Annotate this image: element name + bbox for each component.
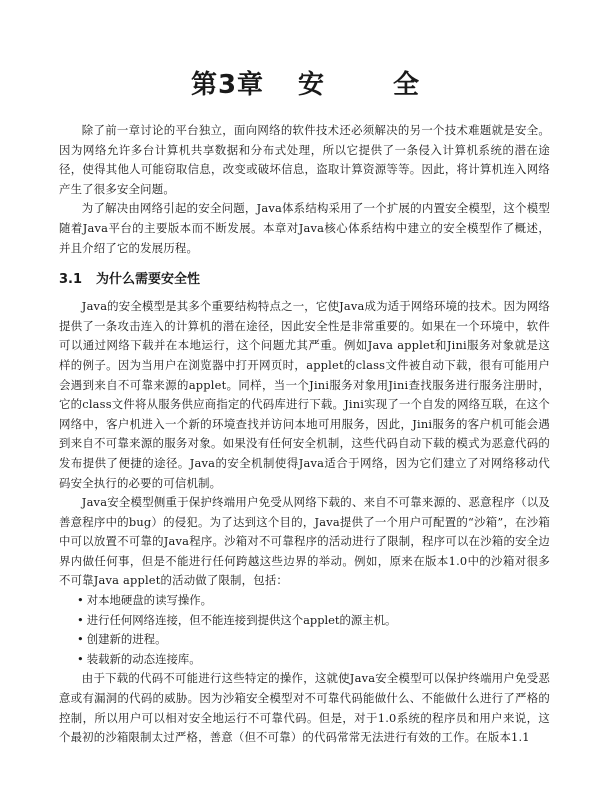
list-item bbox=[77, 650, 550, 670]
restriction-list bbox=[59, 591, 550, 669]
chapter-title-part1: 安 bbox=[298, 70, 326, 100]
list-item-text: 装载新的动态连接库。 bbox=[86, 651, 201, 666]
chapter-title-part2: 全 bbox=[393, 70, 421, 100]
section-paragraph: Java安全模型侧重于保护终端用户免受从网络下载的、来自不可靠来源的、恶意程序（以及善意程序中的bug）的侵犯。为了达到这个目的，Java提供了一个用户可配置的“沙箱”，在沙箱中可以放置不可靠的Java程序。沙箱对不可靠程序的活动进行了限制，程序可以在沙箱的安全边界内做任何事，但是不能进行任何跨越这些边界的举动。例如，原来在版本1.0中的沙箱对很多不可靠Java applet的活动做了限制，包括： bbox=[59, 495, 550, 588]
section-paragraph: Java的安全模型是其多个重要结构特点之一，它使Java成为适于网络环境的技术。因为网络提供了一条攻击连入的计算机的潜在途径，因此安全性是非常重要的。如果在一个环境中，软件可以通过网络下载并在本地运行，这个问题尤其严重。例如Java applet和Jini服务对象就是这样的例子。因为当用户在浏览器中打开网页时，applet的class文件被自动下载，很有可能用户会遇到来自不可靠来源的applet。同样，当一个Jini服务对象用Jini查找服务进行服务注册时，它的class文件将从服务供应商指定的代码库进行下载。Jini实现了一个自发的网络互联，在这个网络中，客户机进入一个新的环境查找并访问本地可用服务，因此，Jini服务的客户机可能会遇到来自不可靠来源的服务对象。如果没有任何安全机制，这些代码自动下载的模式为恶意代码的发布提供了便捷的途径。Java的安全机制使得Java适合于网络，因为它们建立了对网络移动代码安全执行的必要的可信机制。 bbox=[59, 299, 550, 490]
list-item-text: 进行任何网络连接，但不能连接到提供这个applet的源主机。 bbox=[86, 612, 397, 627]
list-item bbox=[77, 611, 550, 631]
section-heading bbox=[59, 270, 550, 290]
page-body bbox=[59, 121, 550, 748]
list-item-text: 对本地硬盘的读写操作。 bbox=[86, 593, 213, 608]
bullet-icon: • bbox=[77, 651, 84, 666]
bullet-icon: • bbox=[77, 612, 84, 627]
list-item bbox=[77, 591, 550, 611]
list-item bbox=[77, 630, 550, 650]
bullet-icon: • bbox=[77, 632, 84, 647]
intro-paragraph: 除了前一章讨论的平台独立，面向网络的软件技术还必须解决的另一个技术难题就是安全。因为网络允许多台计算机共享数据和分布式处理，所以它提供了一条侵入计算机系统的潜在途径，使得其他人可能窃取信息，改变或破坏信息，盗取计算资源等等。因此，将计算机连入网络产生了很多安全问题。 bbox=[59, 123, 550, 196]
bullet-icon: • bbox=[77, 593, 84, 608]
section-title: 为什么需要安全性 bbox=[96, 272, 201, 288]
chapter-number: 第3章 bbox=[190, 70, 265, 100]
closing-paragraph: 由于下载的代码不可能进行这些特定的操作，这就使Java安全模型可以保护终端用户免受恶意或有漏洞的代码的威胁。因为沙箱安全模型对不可靠代码能做什么、不能做什么进行了严格的控制，所以用户可以相对安全地运行不可靠代码。但是，对于1.0系统的程序员和用户来说，这个最初的沙箱限制太过严格，善意（但不可靠）的代码常常无法进行有效的工作。在版本1.1 bbox=[59, 671, 550, 745]
section-number: 3.1 bbox=[59, 272, 83, 288]
intro-paragraph: 为了解决由网络引起的安全问题，Java体系结构采用了一个扩展的内置安全模型，这个模型随着Java平台的主要版本而不断发展。本章对Java核心体系结构中建立的安全模型作了概述，并且介绍了它的发展历程。 bbox=[59, 201, 550, 255]
chapter-title bbox=[0, 64, 611, 101]
list-item-text: 创建新的进程。 bbox=[86, 632, 167, 647]
